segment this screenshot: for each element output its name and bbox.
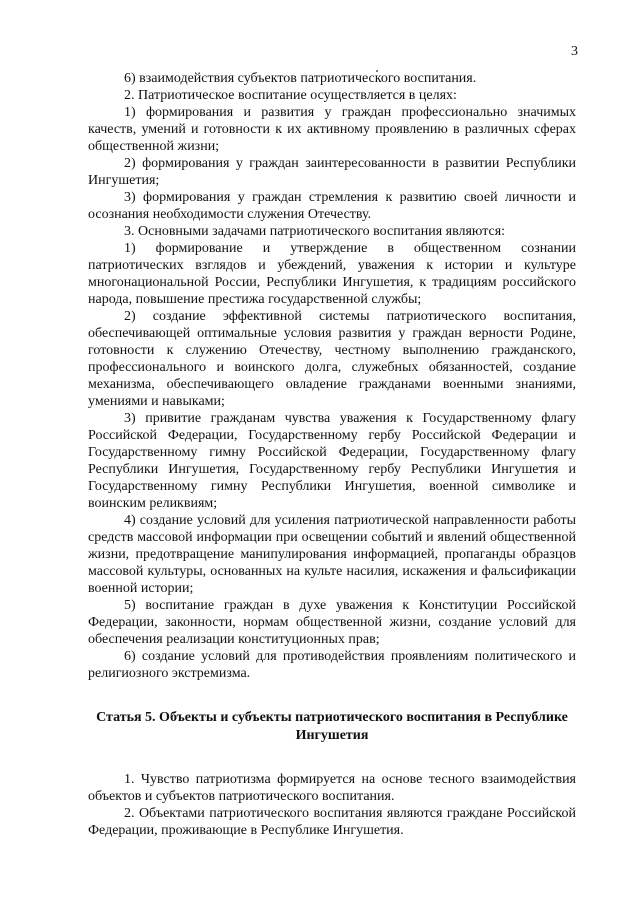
article-heading: Статья 5. Объекты и субъекты патриотического воспитания в Республике Ингушетия [96,710,568,743]
paragraph: 3. Основными задачами патриотического воспитания являются: [124,224,506,239]
paragraph: 3) формирования у граждан стремления к развитию своей личности и осознания необходимости служения Отечеству. [88,190,576,222]
paragraph: 1. Чувство патриотизма формируется на основе тесного взаимодействия объектов и субъектов патриотического воспитания. [88,772,576,804]
paragraph: 3) привитие гражданам чувства уважения к Государственному флагу Российской Федерации, Государственному гербу Российской Федерации и Государственному гимну Российской Федерации, Государственному флагу Республики Ингушетия, Государственному гербу Республики Ингушетия и Государственному гимну Республики Ингушетия, военной символике и воинским реликвиям; [88,411,576,511]
page-number: 3 [571,44,578,59]
paragraph: 1) формирование и утверждение в общественном сознании патриотических взглядов и убеждений, уважения к истории и культуре многонациональной России, Республики Ингушетия, к традициям российского народа, повышение престижа государственной службы; [88,241,576,307]
paragraph: 6) взаимодействия субъектов патриотического воспитания. [124,71,477,86]
document-body [88,70,576,839]
paragraph: 2) создание эффективной системы патриотического воспитания, обеспечивающей оптимальные условия развития у граждан верности Родине, готовности к служению Отечеству, честному выполнению гражданского, профессионального и воинского долга, служебных обязанностей, создание механизма, обеспечивающего овладение гражданами военными знаниями, умениями и навыками; [88,309,576,409]
paragraph: 2) формирования у граждан заинтересованности в развитии Республики Ингушетия; [88,156,576,188]
paragraph: 2. Объектами патриотического воспитания являются граждане Российской Федерации, проживающие в Республике Ингушетия. [88,806,576,838]
paragraph: 4) создание условий для усиления патриотической направленности работы средств массовой информации при освещении событий и явлений общественной жизни, предотвращение манипулирования информацией, пропаганды образцов массовой культуры, основанных на культе насилия, искажения и фальсификации военной истории; [88,513,576,596]
paragraph: 2. Патриотическое воспитание осуществляется в целях: [124,88,457,103]
paragraph: 1) формирования и развития у граждан профессионально значимых качеств, умений и готовности к их активному проявлению в различных сферах общественной жизни; [88,105,576,154]
paragraph: 5) воспитание граждан в духе уважения к Конституции Российской Федерации, законности, нормам общественной жизни, создание условий для обеспечения реализации конституционных прав; [88,598,576,647]
paragraph: 6) создание условий для противодействия проявлениям политического и религиозного экстремизма. [88,649,576,681]
